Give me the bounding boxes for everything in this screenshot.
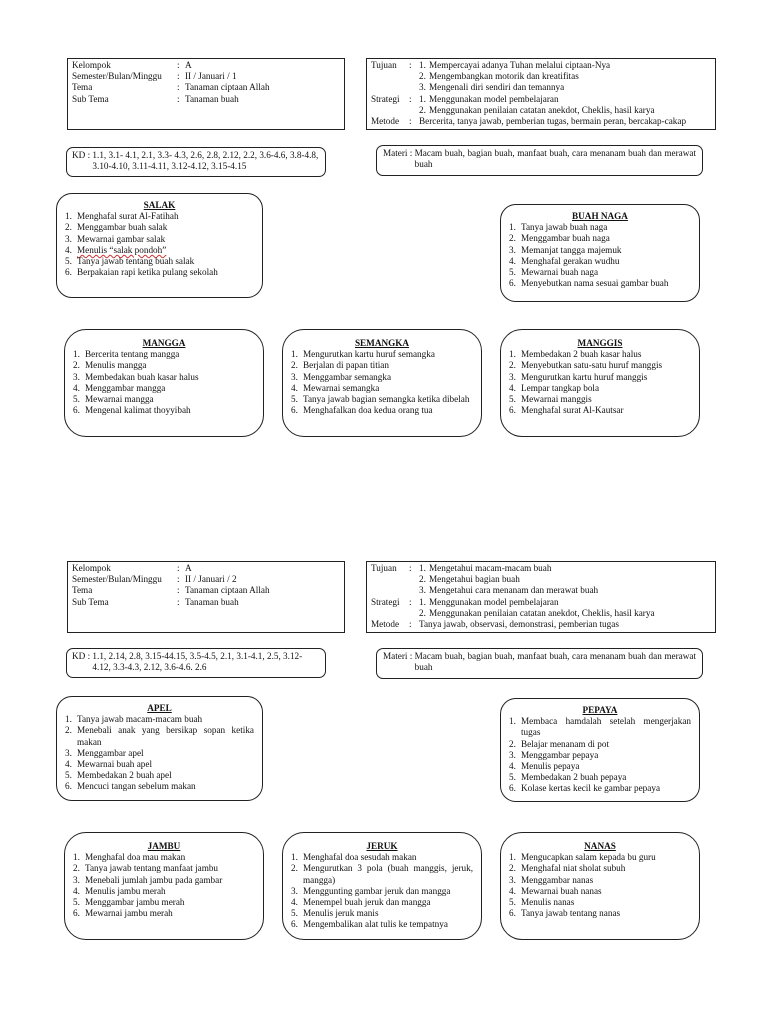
activity-card-mangga <box>64 329 264 437</box>
list-item: 4. Menulis “salak pondoh” <box>65 244 167 255</box>
info-row: Semester/Bulan/Minggu : II / Januari / 2 <box>72 574 237 585</box>
activity-card-jambu <box>64 832 264 940</box>
list-item: 2. Tanya jawab tentang manfaat jambu <box>73 863 219 874</box>
list-item: 6. Tanya jawab tentang nanas <box>509 908 621 919</box>
list-item: 3. Menebali jumlah jambu pada gambar <box>73 874 223 885</box>
list-item: 2. Menulis mangga <box>73 360 147 371</box>
list-item: 2. Menyebutkan satu-satu huruf manggis <box>509 360 663 371</box>
list-item: 2. Menggambar buah naga <box>509 233 610 244</box>
info-row: Kelompok : A <box>72 60 192 70</box>
list-item: 5. Menggambar jambu merah <box>73 897 185 908</box>
list-item: 6. Kolase kertas kecil ke gambar pepaya <box>509 783 661 794</box>
list-item: 3. Mengurutkan kartu huruf manggis <box>509 371 648 382</box>
card-title: MANGGIS <box>577 338 623 348</box>
card-title: JAMBU <box>147 841 181 851</box>
list-item: 4. Menulis jambu merah <box>73 885 166 896</box>
list-item: 6. Menyebutkan nama sesuai gambar buah <box>509 278 669 289</box>
materi-box: Materi : Macam buah, bagian buah, manfaat buah, cara menanam buah dan merawat buah <box>376 648 703 679</box>
list-item: 5. Tanya jawab bagian semangka ketika dibelah <box>291 394 470 405</box>
card-title: APEL <box>147 703 172 713</box>
list-item: 5. Mewarnai mangga <box>73 394 154 405</box>
list-item: 4. Mewarnai buah nanas <box>509 885 602 896</box>
list-item: 4. Menggambar mangga <box>73 382 166 393</box>
list-item: 3. Menggambar apel <box>65 747 144 758</box>
list-item: 2. Berjalan di papan titian <box>291 360 389 371</box>
list-item: 6. Mengenal kalimat thoyyibah <box>73 405 191 416</box>
list-item: 3. Menggambar pepaya <box>509 749 599 760</box>
card-title: MANGGA <box>142 338 186 348</box>
info-row: Kelompok : A <box>72 563 192 573</box>
list-item: 3. Mewarnai gambar salak <box>65 233 166 244</box>
list-item: 6. Mencuci tangan sebelum makan <box>65 781 196 792</box>
activity-card-pepaya <box>500 698 700 802</box>
list-item: 5. Membedakan 2 buah pepaya <box>509 772 627 783</box>
list-item: 1. Menghafal surat Al-Fatihah <box>65 211 179 222</box>
info-box <box>67 58 345 130</box>
list-item: 5. Membedakan 2 buah apel <box>65 770 172 781</box>
info-row: Semester/Bulan/Minggu : II / Januari / 1 <box>72 71 237 82</box>
list-item: 1. Tanya jawab macam-macam buah <box>65 714 203 725</box>
list-item: 1. Membaca hamdalah setelah mengerjakan tugas <box>509 716 691 738</box>
card-title: SEMANGKA <box>354 338 410 348</box>
list-item: 2. Menebali anak yang bersikap sopan ketika makan <box>65 725 254 747</box>
list-item: 4. Menulis pepaya <box>509 761 580 772</box>
info-row: Sub Tema : Tanaman buah <box>72 93 239 104</box>
kd-box: KD : 1.1, 2.14, 2.8, 3.15-44.15, 3.5-4.5, 2.1, 3.1-4.1, 2.5, 3.12-4.12, 3.3-4.3, 2.12, 3.6-4.6. 2.6 <box>66 648 326 678</box>
list-item: 4. Mewarnai buah apel <box>65 759 152 770</box>
list-item: 3. Menggambar semangka <box>291 371 392 382</box>
list-item: 6. Menghafal surat Al-Kautsar <box>509 405 624 416</box>
list-item: 4. Menempel buah jeruk dan mangga <box>291 897 431 908</box>
list-item: 3. Menggambar nanas <box>509 874 594 885</box>
objectives-box: Tujuan : 1. Mempercayai adanya Tuhan melalui ciptaan-Nya 2. Mengembangkan motorik dan kreatifitas 3. Mengenali diri sendiri dan temannya Strategi : 1. Menggunakan model pembelajaran 2. Menggunakan penilaian catatan anekdot, Cheklis, hasil karya Metode : Bercerita, tanya jawab, pemberian tugas, bermain peran, bercakap-cakap <box>366 58 716 130</box>
list-item: 6. Mewarnai jambu merah <box>73 908 173 919</box>
list-item: 3. Menggunting gambar jeruk dan mangga <box>291 885 451 896</box>
list-item: 3. Memanjat tangga majemuk <box>509 244 622 255</box>
card-title: NANAS <box>584 841 616 851</box>
list-item: 5. Menulis jeruk manis <box>291 908 379 919</box>
activity-card-nanas <box>500 832 700 940</box>
list-item: 6. Berpakaian rapi ketika pulang sekolah <box>65 267 218 278</box>
list-item: 5. Tanya jawab tentang buah salak <box>65 256 195 267</box>
list-item: 1. Bercerita tentang mangga <box>73 349 180 360</box>
activity-card-apel <box>56 696 263 801</box>
list-item: 2. Menghafal niat sholat subuh <box>509 863 626 874</box>
materi-box: Materi : Macam buah, bagian buah, manfaat buah, cara menanam buah dan merawat buah <box>376 145 703 176</box>
list-item: 3. Membedakan buah kasar halus <box>73 371 199 382</box>
activity-card-manggis <box>500 329 700 437</box>
info-row: Sub Tema : Tanaman buah <box>72 596 239 607</box>
list-item: 4. Lempar tangkap bola <box>509 382 600 393</box>
card-title: SALAK <box>143 200 176 210</box>
activity-card-semangka <box>282 329 482 437</box>
list-item: 4. Mewarnai semangka <box>291 382 380 393</box>
card-title: BUAH NAGA <box>572 211 628 221</box>
list-item: 6. Menghafalkan doa kedua orang tua <box>291 405 433 416</box>
list-item: 4. Menghafal gerakan wudhu <box>509 255 620 266</box>
list-item: 1. Menghafal doa mau makan <box>73 852 186 863</box>
info-row: Tema : Tanaman ciptaan Allah <box>72 82 270 93</box>
list-item: 6. Mengembalikan alat tulis ke tempatnya <box>291 919 448 930</box>
list-item: 1. Mengucapkan salam kepada bu guru <box>509 852 656 863</box>
list-item: 5. Mewarnai buah naga <box>509 267 599 278</box>
activity-card-jeruk <box>282 832 482 940</box>
info-row: Tema : Tanaman ciptaan Allah <box>72 585 270 596</box>
card-title: JERUK <box>366 841 398 851</box>
list-item: 1. Tanya jawab buah naga <box>509 222 608 233</box>
list-item: 2. Mengurutkan 3 pola (buah manggis, jeruk, mangga) <box>291 863 473 885</box>
activity-card-salak <box>56 193 263 298</box>
activity-card-buah-naga <box>500 204 700 302</box>
list-item: 1. Menghafal doa sesudah makan <box>291 852 417 863</box>
card-title: PEPAYA <box>582 705 618 715</box>
info-box <box>67 561 345 633</box>
list-item: 1. Membedakan 2 buah kasar halus <box>509 349 642 360</box>
list-item: 2. Belajar menanam di pot <box>509 738 610 749</box>
list-item: 1. Mengurutkan kartu huruf semangka <box>291 349 435 360</box>
list-item: 2. Menggambar buah salak <box>65 222 168 233</box>
list-item: 5. Mewarnai manggis <box>509 394 592 405</box>
objectives-box: Tujuan : 1. Mengetahui macam-macam buah 2. Mengetahui bagian buah 3. Mengetahui cara menanam dan merawat buah Strategi : 1. Menggunakan model pembelajaran 2. Menggunakan penilaian catatan anekdot, Cheklis, hasil karya Metode : Tanya jawab, observasi, demonstrasi, pemberian tugas <box>366 561 716 633</box>
kd-box: KD : 1.1, 3.1- 4.1, 2.1, 3.3- 4.3, 2.6, 2.8, 2.12, 2.2, 3.6-4.6, 3.8-4.8, 3.10-4.10, 3.11-4.11, 3.12-4.12, 3.15-4.15 <box>66 147 326 177</box>
list-item: 5. Menulis nanas <box>509 897 575 908</box>
